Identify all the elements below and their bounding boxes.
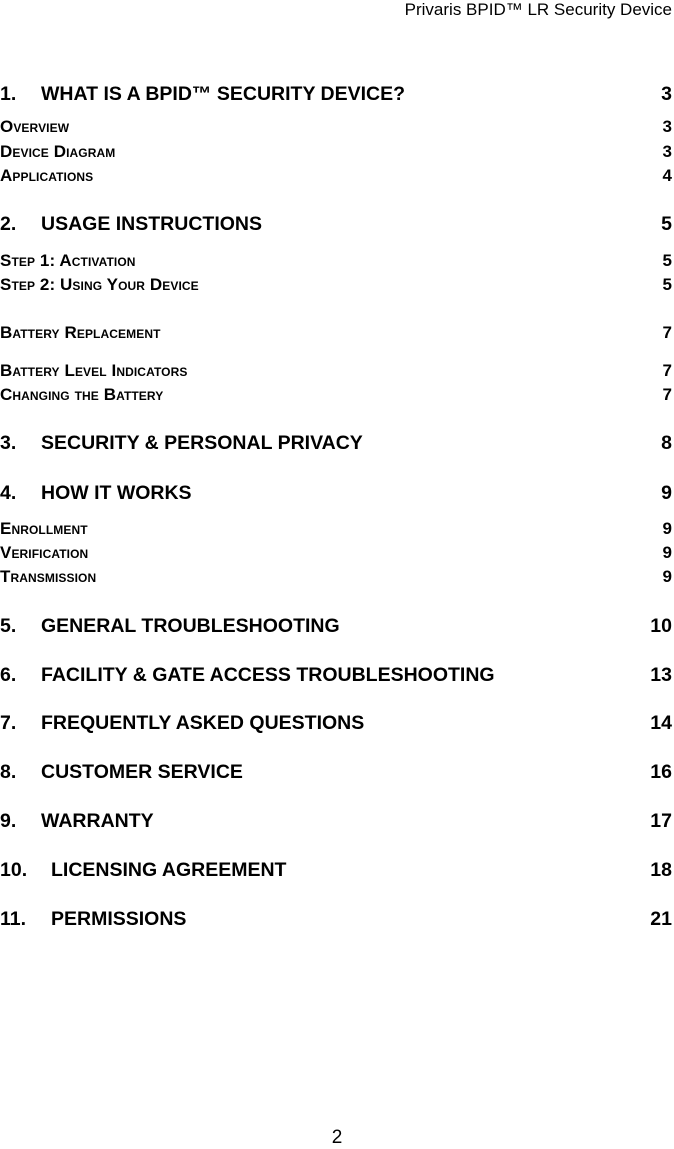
toc-entry-page: 18 [650, 859, 672, 881]
toc-entry-label [0, 810, 154, 833]
toc-subsection-entry[interactable] [0, 142, 672, 162]
toc-entry-page: 4 [662, 166, 672, 185]
toc-entry-number: 1. [0, 83, 17, 105]
toc-entry-title: Battery Replacement [0, 323, 161, 342]
toc-entry-label [0, 117, 69, 137]
toc-entry-title: Device Diagram [0, 142, 116, 161]
toc-section-entry[interactable] [0, 432, 672, 455]
toc-entry-label [0, 482, 192, 505]
toc-entry-number: 2. [0, 213, 17, 235]
page-number: 2 [331, 1127, 343, 1148]
toc-entry-page: 7 [662, 361, 672, 380]
toc-entry-title: USAGE INSTRUCTIONS [41, 213, 263, 235]
toc-entry-number: 11. [0, 908, 27, 930]
toc-entry-page: 13 [650, 664, 672, 686]
toc-section-entry[interactable] [0, 859, 672, 882]
toc-entry-title: Step 2: Using Your Device [0, 275, 199, 294]
toc-entry-title: WARRANTY [41, 810, 154, 832]
toc-section-entry[interactable] [0, 761, 672, 784]
toc-subsection-entry[interactable] [0, 275, 672, 295]
toc-subsection-entry[interactable] [0, 117, 672, 137]
toc-entry-page: 9 [661, 482, 672, 504]
toc-entry-page: 7 [662, 323, 672, 342]
toc-entry-title: Transmission [0, 567, 97, 586]
toc-entry-number: 10. [0, 859, 28, 881]
toc-entry-page: 9 [662, 519, 672, 538]
toc-entry-title: FREQUENTLY ASKED QUESTIONS [41, 712, 365, 734]
toc-section-entry[interactable] [0, 712, 672, 735]
toc-entry-title: PERMISSIONS [51, 908, 187, 930]
toc-entry-label [0, 251, 136, 271]
toc-entry-page: 21 [650, 908, 672, 930]
toc-section-entry[interactable] [0, 213, 672, 236]
toc-subsection-entry[interactable] [0, 251, 672, 271]
toc-subsection-entry[interactable] [0, 543, 672, 563]
toc-entry-number: 3. [0, 432, 17, 454]
page-header: Privaris BPID™ LR Security Device [404, 0, 672, 19]
toc-entry-label [0, 385, 163, 405]
toc-entry-page: 5 [661, 213, 672, 235]
toc-entry-label [0, 519, 88, 539]
toc-entry-number: 9. [0, 810, 17, 832]
toc-entry-label [0, 908, 186, 931]
toc-section-entry[interactable] [0, 664, 672, 687]
toc-entry-page: 10 [650, 615, 672, 637]
toc-entry-page: 8 [661, 432, 672, 454]
toc-entry-title: Battery Level Indicators [0, 361, 188, 380]
toc-entry-page: 7 [662, 385, 672, 404]
toc-entry-title: Applications [0, 166, 94, 185]
toc-entry-label [0, 664, 495, 687]
toc-entry-number: 6. [0, 664, 17, 686]
toc-entry-title: FACILITY & GATE ACCESS TROUBLESHOOTING [41, 664, 495, 686]
toc-entry-label [0, 432, 363, 455]
toc-entry-label [0, 712, 364, 735]
toc-entry-number: 5. [0, 615, 17, 637]
toc-entry-title: GENERAL TROUBLESHOOTING [41, 615, 340, 637]
toc-entry-title: Verification [0, 543, 89, 562]
toc-entry-page: 9 [662, 543, 672, 562]
toc-entry-page: 3 [661, 83, 672, 105]
toc-entry-label [0, 615, 340, 638]
toc-entry-page: 3 [662, 142, 672, 161]
toc-entry-label [0, 567, 96, 587]
toc-entry-title: HOW IT WORKS [41, 482, 192, 504]
toc-entry-label [0, 361, 187, 381]
toc-entry-title: CUSTOMER SERVICE [41, 761, 243, 783]
toc-entry-page: 17 [650, 810, 672, 832]
toc-entry-page: 3 [662, 117, 672, 136]
toc-entry-page: 5 [662, 275, 672, 294]
toc-entry-label [0, 275, 199, 295]
toc-entry-page: 5 [662, 251, 672, 270]
toc-entry-label [0, 761, 243, 784]
toc-entry-label [0, 543, 88, 563]
toc-entry-label [0, 323, 161, 343]
toc-entry-number: 8. [0, 761, 17, 783]
toc-entry-label [0, 142, 115, 162]
toc-subsection-entry[interactable] [0, 361, 672, 381]
toc-subsection-entry[interactable] [0, 567, 672, 587]
toc-entry-number: 4. [0, 482, 17, 504]
toc-subsection-entry[interactable] [0, 323, 672, 343]
toc-subsection-entry[interactable] [0, 385, 672, 405]
toc-entry-label [0, 83, 405, 106]
toc-section-entry[interactable] [0, 83, 672, 106]
toc-entry-title: Overview [0, 117, 70, 136]
toc-entry-label [0, 859, 286, 882]
toc-entry-title: Enrollment [0, 519, 88, 538]
toc-entry-title: SECURITY & PERSONAL PRIVACY [41, 432, 363, 454]
toc-entry-label [0, 213, 262, 236]
toc-entry-title: LICENSING AGREEMENT [51, 859, 287, 881]
toc-section-entry[interactable] [0, 908, 672, 931]
toc-entry-title: Changing the Battery [0, 385, 164, 404]
toc-entry-title: Step 1: Activation [0, 251, 136, 270]
toc-entry-page: 14 [650, 712, 672, 734]
toc-entry-label [0, 166, 93, 186]
toc-entry-number: 7. [0, 712, 17, 734]
toc-subsection-entry[interactable] [0, 519, 672, 539]
toc-section-entry[interactable] [0, 482, 672, 505]
toc-subsection-entry[interactable] [0, 166, 672, 186]
toc-entry-page: 9 [662, 567, 672, 586]
toc-section-entry[interactable] [0, 810, 672, 833]
toc-section-entry[interactable] [0, 615, 672, 638]
toc-entry-page: 16 [650, 761, 672, 783]
toc-entry-title: WHAT IS A BPID™ SECURITY DEVICE? [41, 83, 406, 105]
